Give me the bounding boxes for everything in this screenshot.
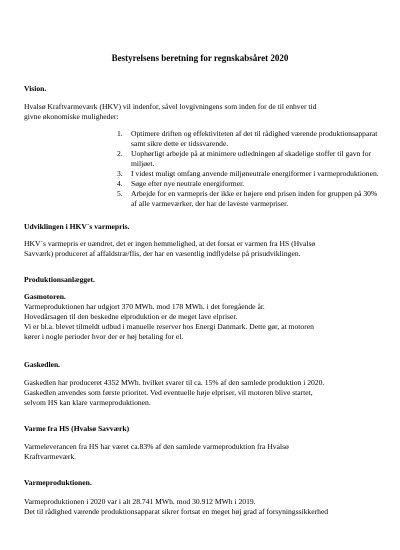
udvikling-line-2: Savværk) produceret af affaldstræ/flis, der har en væsentlig indflydelse på prisudviklingen.: [24, 249, 301, 258]
varme-hs-line-2: Kraftvarmeværk.: [24, 452, 77, 461]
list-number: 1.: [117, 129, 123, 138]
varmeproduktion-line-1: Varmeproduktionen i 2020 var i alt 28.741 MWh. mod 30.912 MWh i 2019.: [24, 497, 256, 506]
list-number: 2.: [117, 149, 123, 158]
list-text: I videst muligt omfang anvende miljøneutrale energiformer i varmeproduktionen.: [131, 169, 379, 178]
heading-udvikling: Udviklingen i HKV´s varmepris.: [24, 222, 130, 231]
list-text: samt sikre dette er tidssvarende.: [131, 139, 229, 148]
varmeproduktion-line-2: Det til rådighed værende produktionsapparat sikrer fortsat en meget høj grad af forsyningssikkerhed: [24, 507, 329, 516]
heading-varme-hs: Varme fra HS (Hvalsø Savværk): [24, 424, 130, 433]
list-text: Arbejde for en varmepris der ikke er højere end prisen inden for gruppen på 30%: [131, 189, 378, 198]
list-text: af alle varmeværker, der har de laveste varmepriser.: [131, 199, 289, 208]
gasmotoren-line-3: Vi er bl.a. blevet tilmeldt udbud i manuelle reserver hos Energi Danmark. Dette gør, at motoren: [24, 322, 314, 331]
list-number: 4.: [117, 179, 123, 188]
document-title: Bestyrelsens beretning for regnskabsåret 2020: [111, 53, 289, 63]
heading-varmeproduktion: Varmeproduktionen.: [24, 478, 92, 487]
vision-intro-line-1: Hvalsø Kraftvarmeværk (HKV) vil indenfor, såvel lovgivningens som inden for de til enhver tid: [24, 102, 317, 111]
gaskedlen-line-1: Gaskedlen har produceret 4352 MWh. hvilket svarer til ca. 15% af den samlede produktion i 2020.: [24, 378, 325, 387]
gasmotoren-line-1: Varmeproduktionen har udgjort 370 MWh. mod 178 MWh. i det foregående år.: [24, 302, 265, 311]
list-text: miljøet.: [131, 159, 155, 168]
heading-vision: Vision.: [24, 84, 47, 93]
gasmotoren-line-2: Hovedårsagen til den beskedne elproduktion er de meget lave elpriser.: [24, 312, 238, 321]
subheading-gasmotoren: Gasmotoren.: [24, 292, 66, 301]
gasmotoren-line-4: kører i nogle perioder hvor der er høj betaling for el.: [24, 332, 184, 341]
gaskedlen-line-3: selvom HS kan klare varmeproduktionen.: [24, 398, 151, 407]
gaskedlen-line-2: Gaskedlen anvendes som første prioritet. Ved eventuelle høje elpriser, vil motoren blive startet,: [24, 388, 313, 397]
vision-intro-line-2: givne økonomiske muligheder:: [24, 112, 119, 121]
list-text: Optimere driften og effektiviteten af det til rådighed værende produktionsapparat: [131, 129, 378, 138]
list-text: Uophørligt arbejde på at minimere udledningen af skadelige stoffer til gavn for: [131, 149, 372, 158]
list-text: Søge efter nye neutrale energiformer.: [131, 179, 245, 188]
heading-gaskedlen: Gaskedlen.: [24, 360, 61, 369]
udvikling-line-1: HKV´s varmepris er uændret, det er ingen hemmelighed, at det forsat er varmen fra HS (Hvalsø: [24, 239, 316, 248]
list-number: 3.: [117, 169, 123, 178]
varme-hs-line-1: Varmeleverancen fra HS har været ca.83% af den samlede varmeproduktion fra Hvalsø: [24, 442, 289, 451]
heading-produktionsanlaeg: Produktionsanlægget.: [24, 275, 95, 284]
list-number: 5.: [117, 189, 123, 198]
